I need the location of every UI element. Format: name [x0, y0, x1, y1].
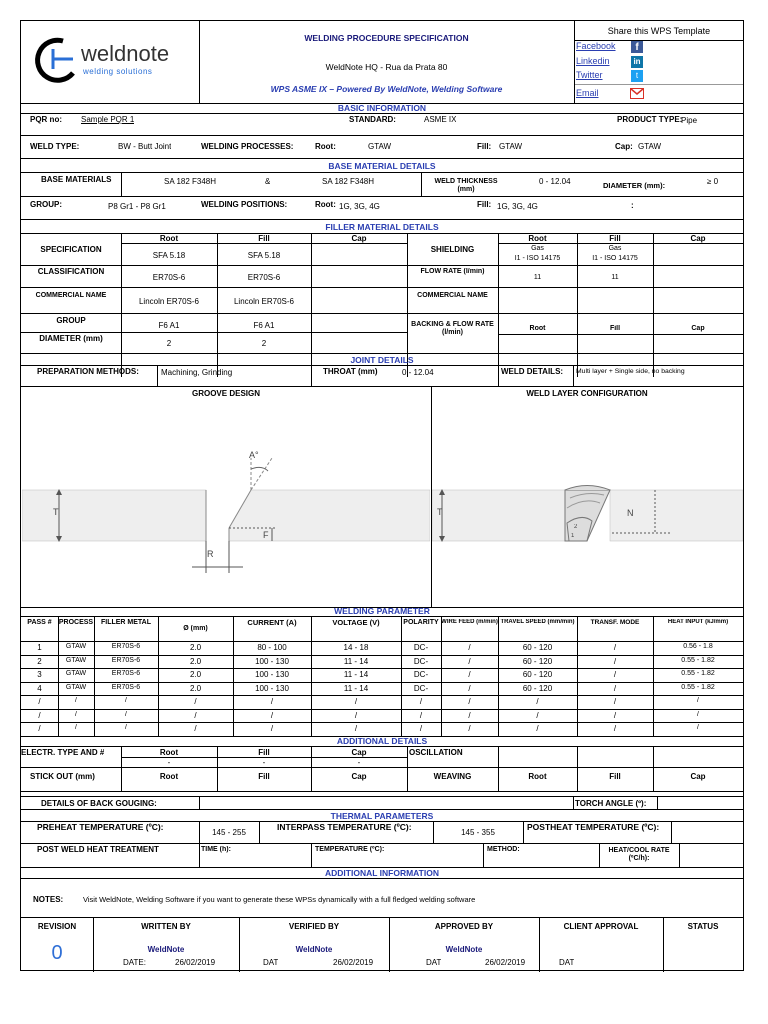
product-type-label: PRODUCT TYPE:	[617, 115, 683, 124]
param-cell: /	[270, 724, 274, 733]
process-cap-value: GTAW	[638, 142, 662, 151]
group-filler-label: GROUP	[56, 316, 86, 325]
param-header-7: WIRE FEED (m/min)	[441, 619, 498, 625]
flow-fill: 11	[611, 274, 619, 281]
param-cell: /	[697, 724, 699, 731]
base-material-2: SA 182 F348H	[322, 177, 375, 186]
diameter-label: DIAMETER (mm):	[603, 182, 666, 190]
table-row-divider	[21, 695, 743, 696]
param-cell: ER70S-6	[111, 656, 141, 664]
param-header-9: TRANSF. MODE	[590, 619, 640, 626]
param-cell: 2.0	[189, 670, 202, 679]
param-cell: 60 - 120	[522, 670, 553, 679]
email-link[interactable]: Email	[576, 88, 599, 98]
approved-by-label: APPROVED BY	[434, 922, 494, 931]
shield-root-gas: Gas	[531, 245, 544, 252]
weld-type-value: BW - Butt Joint	[118, 142, 172, 151]
stick-fill-header: Fill	[258, 772, 270, 781]
param-header-0: PASS #	[27, 619, 52, 626]
param-cell: /	[468, 670, 471, 679]
status-label: STATUS	[687, 922, 719, 931]
prep-methods-value: Machining, Grinding	[161, 368, 233, 377]
param-cell: 60 - 120	[522, 656, 553, 666]
powered-by: WPS ASME IX – Powered By WeldNote, Welding Software	[270, 85, 503, 94]
weaving-fill-header: Fill	[609, 772, 621, 781]
welding-positions-label: WELDING POSITIONS:	[201, 200, 288, 209]
param-header-8: TRAVEL SPEED (mm/min)	[500, 619, 575, 625]
param-cell: /	[613, 670, 617, 679]
param-cell: 100 - 130	[255, 656, 289, 666]
logo-mark-icon	[33, 35, 79, 85]
verified-date-value: 26/02/2019	[333, 958, 374, 967]
logo	[33, 35, 193, 89]
param-header-5: VOLTAGE (V)	[332, 619, 380, 627]
torch-angle-label: TORCH ANGLE (º):	[575, 799, 647, 808]
param-cell: /	[613, 656, 617, 666]
section-additional-information: ADDITIONAL INFORMATION	[325, 868, 439, 878]
param-cell: /	[613, 724, 617, 733]
weld-thickness-value: 0 - 12.04	[539, 177, 571, 186]
param-cell: 4	[37, 683, 42, 693]
param-cell: 80 - 100	[257, 643, 287, 652]
electr-root-header: Root	[159, 748, 179, 757]
share-panel	[575, 21, 743, 103]
param-cell: 2.0	[189, 683, 202, 693]
backing-root-header: Root	[529, 325, 546, 332]
layer-n-label: N	[627, 508, 634, 518]
filler-root-header: Root	[159, 234, 179, 243]
param-cell: /	[536, 697, 539, 706]
param-cell: /	[536, 724, 539, 733]
param-cell: /	[354, 724, 358, 733]
filler-cap-header: Cap	[351, 234, 367, 243]
param-header-6: POLARITY	[403, 619, 439, 626]
process-fill-label: Fill:	[477, 142, 492, 151]
pwht-method-label: METHOD:	[487, 846, 520, 853]
back-gouging-label: DETAILS OF BACK GOUGING:	[41, 799, 157, 808]
stick-out-label: STICK OUT (mm)	[30, 772, 95, 781]
table-row-divider	[21, 655, 743, 656]
shield-fill-header: Fill	[609, 234, 621, 243]
group-fill: F6 A1	[253, 321, 275, 330]
written-date-label: DATE:	[123, 958, 146, 967]
client-date-label: DAT	[559, 958, 575, 967]
standard-label: STANDARD:	[349, 115, 396, 124]
flow-rate-label: FLOW RATE (l/min)	[420, 268, 485, 275]
group-value: P8 Gr1 - P8 Gr1	[108, 202, 166, 211]
param-cell: /	[38, 697, 41, 706]
diam-root: 2	[166, 339, 172, 348]
groove-thickness-label: T	[53, 507, 59, 517]
position-root-label: Root:	[315, 200, 336, 209]
pwht-time-label: TIME (h):	[201, 846, 231, 853]
param-cell: ER70S-6	[111, 683, 141, 691]
group-root: F6 A1	[158, 321, 180, 330]
written-by-value: WeldNote	[147, 945, 185, 954]
param-cell: /	[613, 643, 617, 652]
param-cell: GTAW	[65, 643, 87, 650]
param-cell: 60 - 120	[522, 683, 553, 693]
twitter-icon[interactable]: t	[631, 70, 643, 82]
section-filler-material: FILLER MATERIAL DETAILS	[325, 222, 439, 232]
param-cell: 100 - 130	[255, 683, 289, 693]
param-cell: /	[697, 697, 699, 704]
param-cell: DC-	[413, 670, 429, 679]
base-material-1: SA 182 F348H	[164, 177, 217, 186]
param-cell: 2	[37, 656, 42, 666]
base-materials-label: BASE MATERIALS	[41, 175, 112, 184]
wps-sheet	[20, 20, 744, 971]
diameter-value: ≥ 0	[707, 177, 719, 186]
backing-fill-header: Fill	[609, 325, 621, 332]
weaving-root-header: Root	[528, 772, 547, 781]
param-header-2: FILLER METAL	[100, 619, 152, 626]
shielding-label: SHIELDING	[430, 245, 475, 254]
revision-label: REVISION	[37, 922, 77, 931]
prep-methods-label: PREPARATION METHODS:	[37, 367, 139, 376]
param-cell: 0.55 - 1.82	[681, 656, 715, 664]
position-fill-label: Fill:	[477, 200, 492, 209]
facebook-icon[interactable]: f	[631, 41, 643, 53]
shield-root-header: Root	[528, 234, 547, 243]
param-cell: /	[38, 724, 41, 733]
electr-fill-header: Fill	[258, 748, 270, 757]
filler-fill-header: Fill	[258, 234, 270, 243]
group-label: GROUP:	[30, 200, 62, 209]
shield-cap-header: Cap	[690, 234, 706, 243]
table-row-divider	[21, 668, 743, 669]
pwht-temp-label: TEMPERATURE (ºC):	[315, 846, 385, 853]
comm-root: Lincoln ER70S-6	[138, 297, 200, 306]
approved-by-value: WeldNote	[445, 945, 483, 954]
weld-details-label: WELD DETAILS:	[501, 367, 564, 376]
param-cell: /	[419, 697, 423, 706]
param-cell: 60 - 120	[522, 643, 553, 652]
param-cell: /	[38, 710, 41, 720]
weld-details-value: Multi layer + Single side, no backing	[576, 368, 685, 375]
comm-fill: Lincoln ER70S-6	[233, 297, 295, 306]
shield-fill-gas: Gas	[608, 245, 622, 252]
param-cell: ER70S-6	[111, 643, 141, 650]
layer-pass-1-label: 1	[571, 533, 575, 539]
param-cell: /	[270, 697, 274, 706]
approved-date-value: 26/02/2019	[485, 958, 526, 967]
weld-layer-title: WELD LAYER CONFIGURATION	[526, 389, 648, 398]
shield-root-spec: I1 - ISO 14175	[514, 255, 561, 262]
logo-tagline: welding solutions	[83, 67, 153, 76]
weaving-cap-header: Cap	[690, 772, 706, 781]
param-cell: /	[536, 710, 539, 720]
client-approval-label: CLIENT APPROVAL	[563, 922, 639, 931]
spec-fill: SFA 5.18	[247, 251, 281, 260]
stick-cap-header: Cap	[351, 772, 367, 781]
pwht-label: POST WELD HEAT TREATMENT	[37, 845, 159, 854]
approved-date-label: DAT	[426, 958, 442, 967]
diam-fill: 2	[261, 339, 267, 348]
class-fill: ER70S-6	[247, 273, 281, 282]
electr-type-label: ELECTR. TYPE AND #	[21, 748, 105, 757]
param-header-4: CURRENT (A)	[247, 619, 297, 627]
param-cell: DC-	[413, 643, 429, 652]
verified-by-label: VERIFIED BY	[288, 922, 340, 931]
param-cell: /	[613, 710, 617, 720]
header-address: WeldNote HQ - Rua da Prata 80	[325, 63, 448, 72]
param-cell: 11 - 14	[343, 656, 369, 666]
groove-root-gap-label: R	[207, 549, 214, 559]
welding-processes-label: WELDING PROCESSES:	[201, 142, 294, 151]
position-root-value: 1G, 3G, 4G	[339, 202, 380, 211]
share-title: Share this WPS Template	[607, 26, 711, 36]
preheat-value: 145 - 255	[212, 828, 246, 837]
param-cell: 11 - 14	[343, 670, 369, 679]
electr-cap-value: -	[357, 758, 361, 767]
param-cell: GTAW	[65, 670, 87, 677]
twitter-link[interactable]: Twitter	[576, 70, 603, 80]
flow-root: 11	[533, 274, 542, 281]
weld-type-label: WELD TYPE:	[30, 142, 80, 151]
weld-layer-drawing	[432, 403, 743, 603]
param-cell: /	[419, 710, 423, 720]
pqr-label: PQR no:	[30, 115, 62, 124]
postheat-label: POSTHEAT TEMPERATURE (ºC):	[527, 823, 660, 832]
param-cell: /	[125, 724, 127, 731]
param-cell: /	[697, 710, 699, 718]
param-cell: GTAW	[65, 683, 87, 691]
section-thermal-parameters: THERMAL PARAMETERS	[330, 811, 434, 821]
param-header-10: HEAT INPUT (kJ/mm)	[667, 619, 729, 625]
process-fill-value: GTAW	[499, 142, 523, 151]
groove-angle-label: A°	[249, 450, 259, 460]
heat-cool-rate-label: HEAT/COOL RATE (ºC/h):	[608, 847, 670, 863]
facebook-link[interactable]: Facebook	[576, 41, 616, 51]
param-cell: DC-	[413, 656, 429, 666]
param-cell: 0.55 - 1.82	[681, 670, 715, 677]
process-root-label: Root:	[315, 142, 336, 151]
process-root-value: GTAW	[368, 142, 392, 151]
section-basic-information: BASIC INFORMATION	[337, 103, 427, 113]
groove-face-label: F	[263, 530, 269, 540]
table-row-divider	[21, 709, 743, 710]
param-cell: 0.55 - 1.82	[681, 683, 715, 691]
param-cell: /	[194, 697, 197, 706]
section-joint-details: JOINT DETAILS	[350, 355, 414, 365]
electr-cap-header: Cap	[351, 748, 367, 757]
backing-flow-label: BACKING & FLOW RATE (l/min)	[411, 321, 494, 337]
param-cell: 1	[37, 643, 42, 652]
param-cell: /	[468, 683, 471, 693]
gmail-icon[interactable]	[630, 88, 644, 99]
param-cell: /	[194, 724, 197, 733]
position-colon: :	[631, 201, 634, 210]
process-cap-label: Cap:	[615, 142, 633, 151]
throat-label: THROAT (mm)	[323, 367, 378, 376]
param-cell: ER70S-6	[111, 670, 141, 677]
param-cell: /	[354, 697, 358, 706]
param-cell: /	[270, 710, 274, 720]
param-cell: /	[468, 643, 471, 652]
product-type-value: Pipe	[681, 116, 698, 125]
shield-commercial-name-label: COMMERCIAL NAME	[417, 292, 488, 299]
throat-value: 0 - 12.04	[402, 368, 434, 377]
notes-label: NOTES:	[33, 895, 64, 904]
param-header-1: PROCESS	[58, 619, 94, 626]
param-cell: /	[613, 683, 617, 693]
written-by-label: WRITTEN BY	[141, 922, 191, 931]
stick-root-header: Root	[159, 772, 179, 781]
class-root: ER70S-6	[152, 273, 186, 282]
pqr-value: Sample PQR 1	[81, 115, 135, 124]
groove-design-title: GROOVE DESIGN	[191, 389, 260, 398]
electr-fill-value: -	[262, 758, 266, 767]
param-cell: 0.56 - 1.8	[683, 643, 713, 650]
document-title: WELDING PROCEDURE SPECIFICATION	[304, 34, 469, 43]
param-cell: /	[75, 724, 77, 731]
verified-date-label: DAT	[263, 958, 279, 967]
param-cell: 3	[37, 670, 42, 679]
param-cell: /	[125, 697, 127, 704]
classification-label: CLASSIFICATION	[37, 267, 105, 276]
param-cell: DC-	[413, 683, 429, 693]
param-cell: GTAW	[65, 656, 87, 664]
electr-root-value: -	[167, 758, 171, 767]
backing-cap-header: Cap	[691, 325, 705, 332]
standard-value: ASME IX	[424, 115, 457, 124]
written-date-value: 26/02/2019	[175, 958, 216, 967]
preheat-label: PREHEAT TEMPERATURE (ºC):	[37, 823, 164, 832]
param-cell: 2.0	[189, 643, 202, 652]
base-material-amp: &	[265, 177, 271, 186]
welding-parameter-table	[21, 616, 743, 735]
param-cell: /	[194, 710, 197, 720]
layer-thickness-label: T	[437, 507, 443, 517]
diameter-filler-label: DIAMETER (mm)	[39, 334, 103, 343]
spec-root: SFA 5.18	[152, 251, 186, 260]
param-cell: 11 - 14	[343, 683, 369, 693]
param-cell: /	[125, 710, 127, 718]
verified-by-value: WeldNote	[295, 945, 333, 954]
param-cell: 2.0	[189, 656, 202, 666]
table-header-divider	[21, 641, 743, 642]
linkedin-icon[interactable]: in	[631, 56, 643, 68]
layer-pass-2-label: 2	[574, 524, 578, 530]
param-cell: /	[468, 724, 471, 733]
commercial-name-label: COMMERCIAL NAME	[35, 292, 107, 299]
section-welding-parameter: WELDING PARAMETER	[334, 606, 430, 616]
param-cell: /	[75, 697, 77, 704]
param-cell: /	[419, 724, 423, 733]
position-fill-value: 1G, 3G, 4G	[497, 202, 538, 211]
groove-design-drawing	[22, 403, 430, 603]
param-header-3: Ø (mm)	[183, 625, 208, 632]
oscillation-label: OSCILLATION	[409, 748, 463, 757]
param-cell: /	[354, 710, 358, 720]
specification-label: SPECIFICATION	[40, 245, 102, 254]
notes-text: Visit WeldNote, Welding Software if you want to generate these WPSs dynamically with a full fledged welding software	[83, 896, 476, 904]
logo-name: weldnote	[81, 41, 170, 66]
param-cell: /	[468, 710, 471, 720]
param-cell: 100 - 130	[255, 670, 289, 679]
param-cell: 14 - 18	[343, 643, 369, 652]
section-base-material: BASE MATERIAL DETAILS	[328, 161, 436, 171]
weaving-label: WEAVING	[433, 772, 472, 781]
table-row-divider	[21, 722, 743, 723]
revision-value: 0	[51, 942, 63, 964]
shield-fill-spec: I1 - ISO 14175	[592, 255, 638, 262]
linkedin-link[interactable]: Linkedin	[576, 56, 610, 66]
section-additional-details: ADDITIONAL DETAILS	[336, 736, 428, 746]
interpass-label: INTERPASS TEMPERATURE (ºC):	[277, 823, 412, 832]
param-cell: /	[468, 697, 471, 706]
param-cell: /	[468, 656, 471, 666]
weld-thickness-label: WELD THICKNESS (mm)	[434, 178, 498, 194]
param-cell: /	[75, 710, 77, 718]
param-cell: /	[613, 697, 617, 706]
table-row-divider	[21, 682, 743, 683]
interpass-value: 145 - 355	[461, 828, 495, 837]
